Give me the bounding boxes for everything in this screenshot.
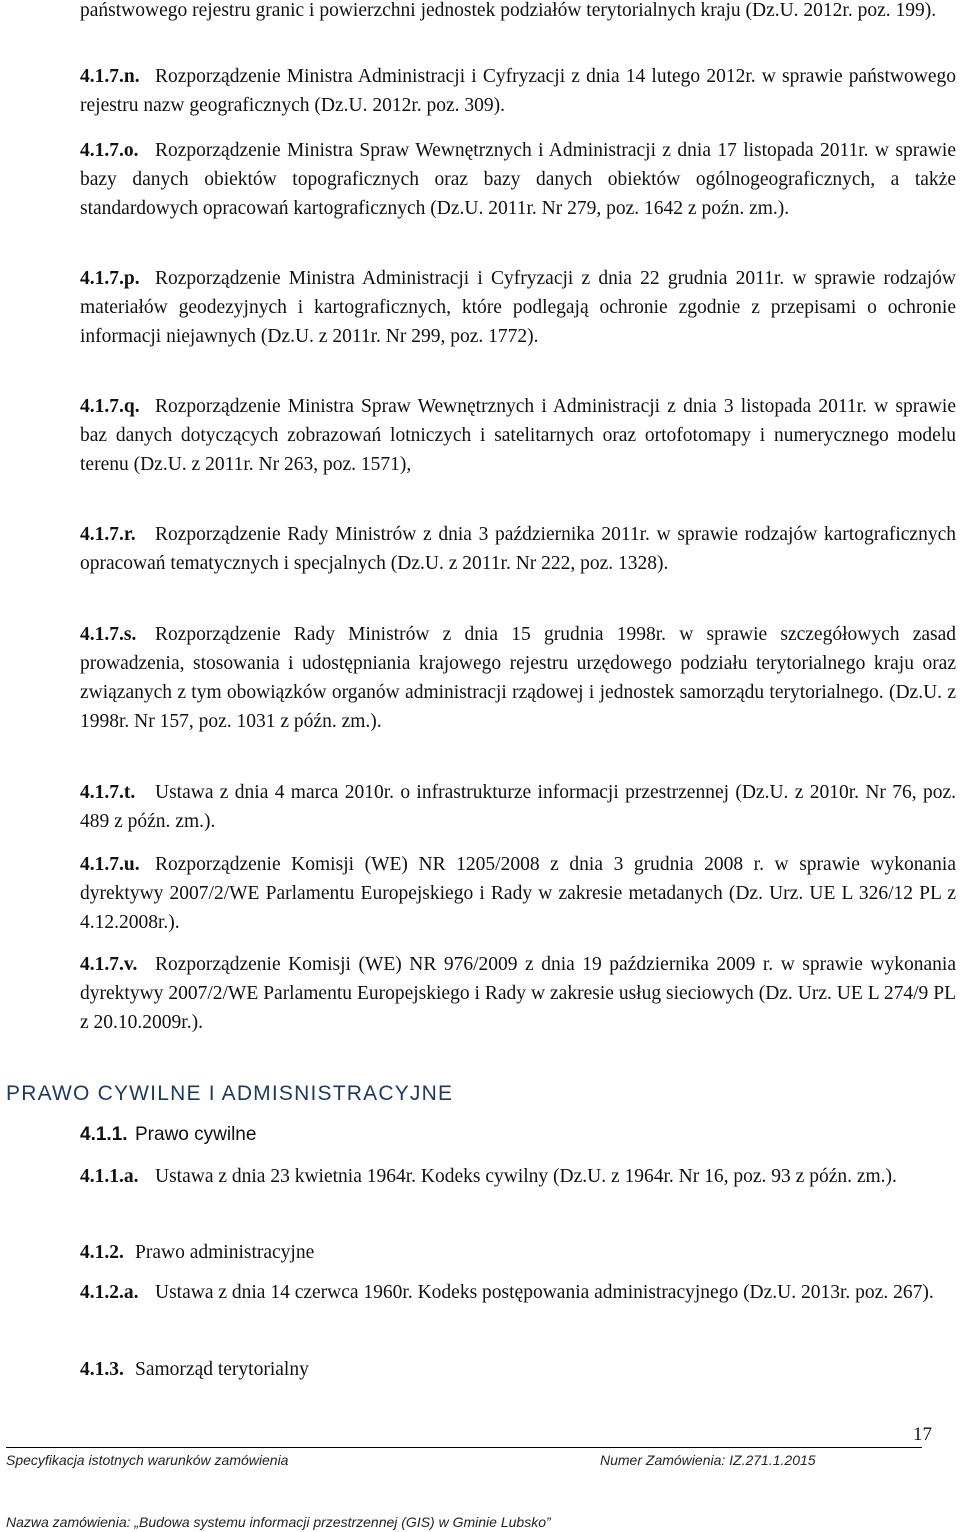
list-item: [80, 62, 956, 120]
item-text: Rozporządzenie Ministra Administracji i Cyfryzacji z dnia 22 grudnia 2011r. w sprawie rodzajów materiałów geodezyjnych i kartograficznych, które podlegają ochronie zgodnie z przepisami o ochronie informacji niejawnych (Dz.U. z 2011r. Nr 299, poz. 1772).: [80, 268, 956, 347]
item-text: Rozporządzenie Ministra Administracji i Cyfryzacji z dnia 14 lutego 2012r. w sprawie państwowego rejestru nazw geograficznych (Dz.U. 2012r. poz. 309).: [80, 66, 956, 116]
item-number: 4.1.7.r.: [80, 524, 136, 545]
subsection-title: Samorząd terytorialny: [135, 1359, 309, 1380]
footer-document-name: Specyfikacja istotnych warunków zamówienia: [6, 1452, 289, 1468]
subsection-number: 4.1.2.: [80, 1242, 124, 1263]
list-item: [80, 620, 956, 736]
page-number: 17: [913, 1424, 932, 1445]
item-number: 4.1.7.q.: [80, 396, 140, 417]
item-number: 4.1.7.n.: [80, 66, 140, 87]
item-text: Rozporządzenie Ministra Spraw Wewnętrznych i Administracji z dnia 17 listopada 2011r. w sprawie bazy danych obiektów topograficznych oraz bazy danych obiektów ogólnogeograficznych, a także standardowych opracowań kartograficznych (Dz.U. 2011r. Nr 279, poz. 1642 z poźn. zm.).: [80, 140, 956, 219]
item-number: 4.1.7.o.: [80, 140, 139, 161]
list-item: [80, 1278, 956, 1307]
list-item: [80, 1162, 956, 1191]
list-item: [80, 520, 956, 578]
list-item: [80, 136, 956, 223]
subsection-heading-local-government: [80, 1355, 309, 1384]
continuation-text-content: państwowego rejestru granic i powierzchni jednostek podziałów terytorialnych kraju (Dz.U. 2012r. poz. 199).: [80, 0, 937, 21]
footer-order-title: Nazwa zamówienia: „Budowa systemu informacji przestrzennej (GIS) w Gminie Lubsko”: [6, 1514, 551, 1530]
subsection-heading-civil: [80, 1120, 256, 1149]
section-title: PRAWO CYWILNE I ADMISNISTRACYJNE: [6, 1082, 454, 1105]
subsection-number: 4.1.3.: [80, 1359, 124, 1380]
item-number: 4.1.7.s.: [80, 624, 137, 645]
item-number: 4.1.2.a.: [80, 1282, 139, 1303]
footer-order-number: Numer Zamówienia: IZ.271.1.2015: [600, 1452, 816, 1468]
item-text: Rozporządzenie Komisji (WE) NR 1205/2008 z dnia 3 grudnia 2008 r. w sprawie wykonania dyrektywy 2007/2/WE Parlamentu Europejskiego i Rady w zakresie metadanych (Dz. Urz. UE L 326/12 PL z 4.12.2008r.).: [80, 854, 956, 933]
item-number: 4.1.7.u.: [80, 854, 140, 875]
list-item: [80, 850, 956, 937]
item-text: Rozporządzenie Rady Ministrów z dnia 15 grudnia 1998r. w sprawie szczegółowych zasad prowadzenia, stosowania i udostępniania krajowego rejestru urzędowego podziału terytorialnego kraju oraz związanych z tym obowiązków organów administracji rządowej i jednostek samorządu terytorialnego. (Dz.U. z 1998r. Nr 157, poz. 1031 z późn. zm.).: [80, 624, 956, 732]
subsection-title: Prawo cywilne: [135, 1124, 257, 1145]
item-number: 4.1.7.t.: [80, 782, 136, 803]
list-item: [80, 264, 956, 351]
subsection-title: Prawo administracyjne: [135, 1242, 315, 1263]
subsection-heading-administrative: [80, 1238, 314, 1267]
item-number: 4.1.7.p.: [80, 268, 140, 289]
item-text: Rozporządzenie Komisji (WE) NR 976/2009 z dnia 19 października 2009 r. w sprawie wykonania dyrektywy 2007/2/WE Parlamentu Europejskiego i Rady w zakresie usług sieciowych (Dz. Urz. UE L 274/9 PL z 20.10.2009r.).: [80, 954, 956, 1033]
item-text: Ustawa z dnia 4 marca 2010r. o infrastrukturze informacji przestrzennej (Dz.U. z 2010r. Nr 76, poz. 489 z późn. zm.).: [80, 782, 956, 832]
continuation-text: [80, 0, 956, 25]
item-text: Rozporządzenie Rady Ministrów z dnia 3 października 2011r. w sprawie rodzajów kartograficznych opracowań tematycznych i specjalnych (Dz.U. z 2011r. Nr 222, poz. 1328).: [80, 524, 956, 574]
item-number: 4.1.1.a.: [80, 1166, 139, 1187]
item-number: 4.1.7.v.: [80, 954, 138, 975]
list-item: [80, 778, 956, 836]
item-text: Rozporządzenie Ministra Spraw Wewnętrznych i Administracji z dnia 3 listopada 2011r. w sprawie baz danych dotyczących zobrazowań lotniczych i satelitarnych oraz ortofotomapy i numerycznego modelu terenu (Dz.U. z 2011r. Nr 263, poz. 1571),: [80, 396, 956, 475]
item-text: Ustawa z dnia 23 kwietnia 1964r. Kodeks cywilny (Dz.U. z 1964r. Nr 16, poz. 93 z późn. zm.).: [155, 1166, 897, 1187]
item-text: Ustawa z dnia 14 czerwca 1960r. Kodeks postępowania administracyjnego (Dz.U. 2013r. poz. 267).: [155, 1282, 934, 1303]
list-item: [80, 392, 956, 479]
list-item: [80, 950, 956, 1037]
footer-divider: [6, 1447, 922, 1448]
subsection-number: 4.1.1.: [80, 1124, 128, 1145]
